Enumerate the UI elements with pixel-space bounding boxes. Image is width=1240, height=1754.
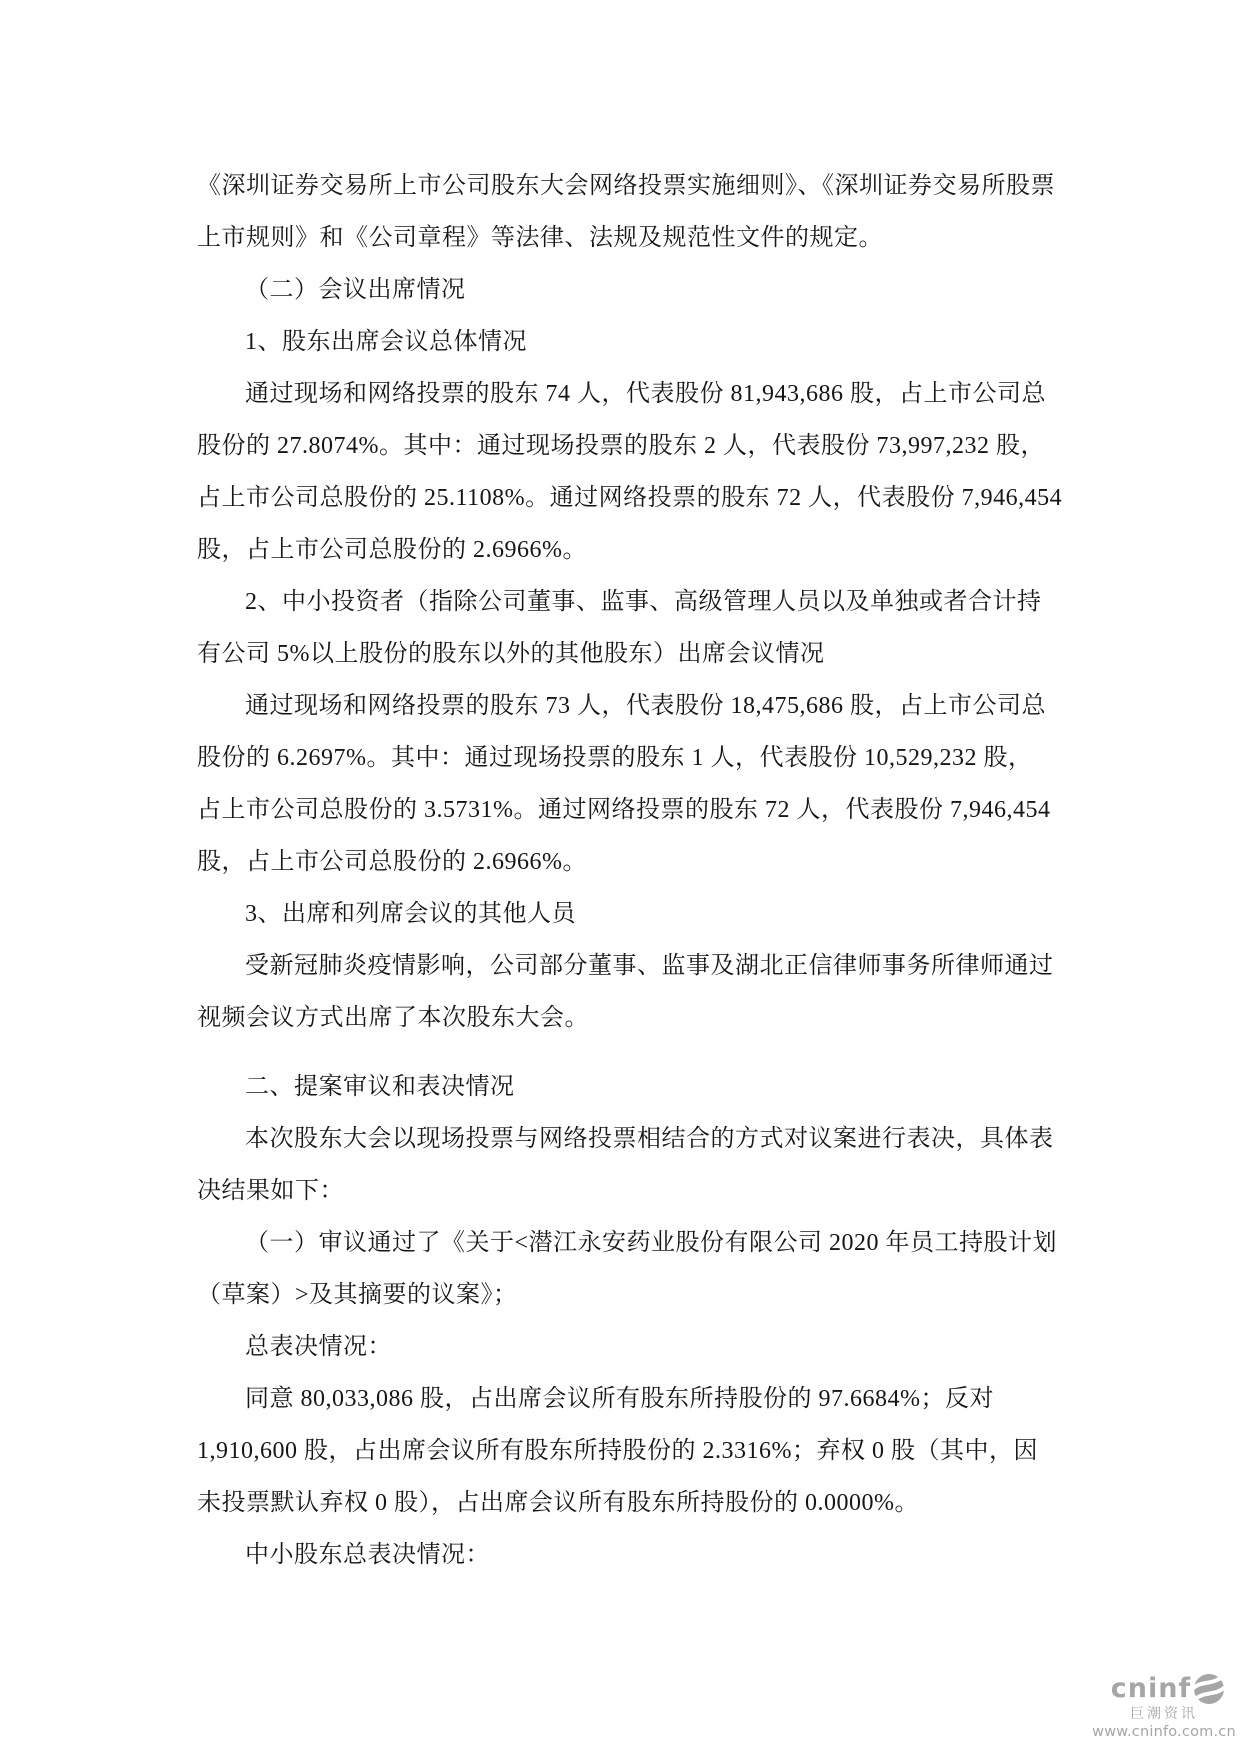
cninfo-watermark <box>1092 1673 1236 1740</box>
text-line: 股，占上市公司总股份的 2.6966%。 <box>197 849 587 875</box>
section-heading: 二、提案审议和表决情况 <box>245 1074 515 1100</box>
text-line: 通过现场和网络投票的股东 73 人，代表股份 18,475,686 股，占上市公司总 <box>245 693 1046 719</box>
text-line: 通过现场和网络投票的股东 74 人，代表股份 81,943,686 股，占上市公司总 <box>245 381 1046 407</box>
text-line: 股，占上市公司总股份的 2.6966%。 <box>197 537 587 563</box>
section-heading: 2、中小投资者（指除公司董事、监事、高级管理人员以及单独或者合计持 <box>245 589 1042 615</box>
text-line: 1,910,600 股，占出席会议所有股东所持股份的 2.3316%；弃权 0 股（其中，因 <box>197 1438 1038 1464</box>
text-line: 视频会议方式出席了本次股东大会。 <box>197 1005 589 1031</box>
text-line: 同意 80,033,086 股，占出席会议所有股东所持股份的 97.6684%；反对 <box>245 1386 994 1412</box>
text-line: 受新冠肺炎疫情影响，公司部分董事、监事及湖北正信律师事务所律师通过 <box>245 953 1054 979</box>
text-line: 股份的 6.2697%。其中：通过现场投票的股东 1 人，代表股份 10,529,232 股， <box>197 745 1033 771</box>
text-line: 股份的 27.8074%。其中：通过现场投票的股东 2 人，代表股份 73,997,232 股， <box>197 433 1045 459</box>
cninfo-logo <box>1111 1673 1225 1705</box>
text-line: 有公司 5%以上股份的股东以外的其他股东）出席会议情况 <box>197 641 825 667</box>
text-line: 决结果如下： <box>197 1178 344 1204</box>
section-heading: 1、股东出席会议总体情况 <box>245 329 527 355</box>
document-body <box>197 160 1077 1581</box>
text-line: （草案）>及其摘要的议案》； <box>197 1282 518 1308</box>
cninfo-brand-name: 巨潮资讯 <box>1130 1706 1198 1722</box>
section-heading: （二）会议出席情况 <box>245 277 466 303</box>
section-heading: 3、出席和列席会议的其他人员 <box>245 901 576 927</box>
text-line: （一）审议通过了《关于<潜江永安药业股份有限公司 2020 年员工持股计划 <box>245 1230 1058 1256</box>
text-line: 总表决情况： <box>245 1334 392 1360</box>
text-line: 未投票默认弃权 0 股），占出席会议所有股东所持股份的 0.0000%。 <box>197 1490 919 1516</box>
cninfo-website-text: www.cninfo.com.cn <box>1092 1724 1236 1740</box>
text-line: 占上市公司总股份的 3.5731%。通过网络投票的股东 72 人，代表股份 7,946,454 <box>197 797 1051 823</box>
cninfo-logo-text: cninf <box>1110 1673 1192 1704</box>
cninfo-swirl-icon <box>1193 1673 1225 1705</box>
text-line: 中小股东总表决情况： <box>245 1542 490 1568</box>
text-line: 本次股东大会以现场投票与网络投票相结合的方式对议案进行表决，具体表 <box>245 1126 1054 1152</box>
text-line: 《深圳证券交易所上市公司股东大会网络投票实施细则》、《深圳证券交易所股票 <box>197 173 1055 199</box>
text-line: 占上市公司总股份的 25.1108%。通过网络投票的股东 72 人，代表股份 7,946,454 <box>197 485 1063 511</box>
text-line: 上市规则》和《公司章程》等法律、法规及规范性文件的规定。 <box>197 225 883 251</box>
